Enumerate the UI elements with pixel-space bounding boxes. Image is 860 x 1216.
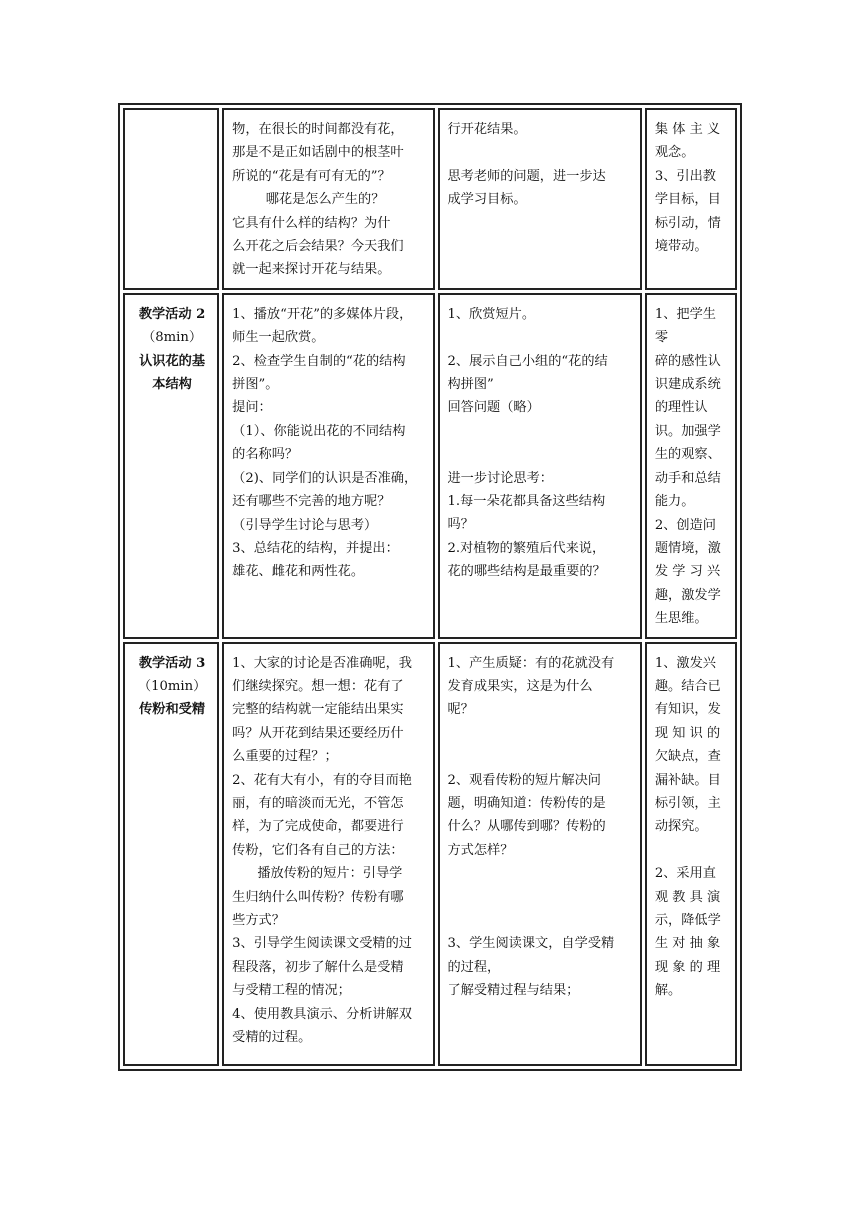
table-row <box>123 108 737 290</box>
text-line: 2、花有大有小，有的夺目而艳 <box>232 772 412 788</box>
text-line: 1、把学生零 <box>654 306 716 346</box>
text-line: 生 对 抽 象 <box>654 936 721 952</box>
activity-topic: 认识花的基本结构 <box>139 353 206 393</box>
text-line: 识建成系统 <box>654 377 721 393</box>
text-line: 动探究。 <box>654 819 708 835</box>
text-line: 标引领，主 <box>654 795 721 811</box>
text-line: 趣。结合已 <box>654 678 721 694</box>
text-line: 发 学 习 兴 <box>654 564 721 580</box>
activity-label-cell <box>123 108 219 290</box>
text-line: 那是不是正如话剧中的根茎叶 <box>232 145 404 161</box>
text-line: 行开花结果。 <box>447 122 527 137</box>
student-activity-cell <box>438 108 642 290</box>
text-line: 识。加强学 <box>654 423 721 439</box>
text-line: 题，明确知道：传粉传的是 <box>447 795 606 811</box>
text-line <box>448 909 634 932</box>
text-line: 欠缺点，查 <box>654 749 721 765</box>
text-line: 传粉，它们各有自己的方法： <box>232 842 404 858</box>
text-line <box>448 745 634 768</box>
table-row <box>123 293 737 639</box>
text-line: 构拼图” <box>447 377 494 393</box>
text-line: 趣，激发学 <box>654 587 721 603</box>
design-intent-cell <box>645 108 737 290</box>
text-line: 境带动。 <box>654 239 708 255</box>
text-line: 的名称吗？ <box>232 447 299 463</box>
text-line: （引导学生讨论与思考） <box>232 517 378 533</box>
text-line: 3、学生阅读课文，自学受精 <box>447 936 615 952</box>
design-intent-cell <box>645 642 737 1066</box>
text-line: 物，在很长的时间都没有花， <box>232 122 404 137</box>
text-line: 3、总结花的结构，并提出： <box>232 540 399 556</box>
text-line: 丽，有的暗淡而无光，不管怎 <box>232 795 404 811</box>
activity-title: 教学活动 3 <box>138 655 206 671</box>
text-line: 什么？从哪传到哪？传粉的 <box>447 819 606 835</box>
text-line: 程段落，初步了解什么是受精 <box>232 959 404 975</box>
text-line: 么开花之后会结果？今天我们 <box>232 239 404 255</box>
lesson-plan-body <box>123 108 737 1066</box>
text-line: 示，降低学 <box>654 912 721 928</box>
text-line: 所说的“花是有可有无的”？ <box>232 168 391 184</box>
text-line: 受精的过程。 <box>232 1030 312 1046</box>
teacher-activity-cell <box>222 108 434 290</box>
activity-duration: （10min） <box>137 678 207 694</box>
teacher-activity-cell <box>222 293 434 639</box>
text-line: 拼图”。 <box>232 377 279 393</box>
text-line: 碎的感性认 <box>654 353 721 369</box>
text-line: 提问： <box>232 400 272 416</box>
text-line: 思考老师的问题，进一步达 <box>447 168 606 184</box>
text-line: 的过程， <box>447 959 501 975</box>
text-line: 2、展示自己小组的“花的结 <box>447 353 608 369</box>
text-line: 哪花是怎么产生的？ <box>232 192 385 208</box>
text-line: 观 教 具 演 <box>654 889 721 905</box>
text-line: 雄花、雌花和两性花。 <box>232 564 365 580</box>
teacher-activity-cell <box>222 642 434 1066</box>
text-line: 能力。 <box>654 494 695 510</box>
text-line <box>448 443 634 466</box>
text-line: 1、激发兴 <box>654 655 716 671</box>
text-line: 们继续探究。想一想：花有了 <box>232 678 404 694</box>
text-line: 1、播放“开花”的多媒体片段， <box>232 306 413 322</box>
text-line <box>448 862 634 885</box>
text-line: 成学习目标。 <box>447 192 527 208</box>
text-line: 吗？从开花到结果还要经历什 <box>232 725 404 741</box>
activity-topic: 传粉和受精 <box>139 702 206 718</box>
text-line: 花的哪些结构是最重要的？ <box>447 564 606 580</box>
text-line: 样，为了完成使命，都要进行 <box>232 819 404 835</box>
lesson-plan-table <box>118 103 742 1071</box>
text-line: 1.每一朵花都具备这些结构 <box>447 494 606 510</box>
activity-label-cell <box>123 293 219 639</box>
text-line: 解。 <box>654 983 682 999</box>
text-line: 生归纳什么叫传粉？传粉有哪 <box>232 889 404 905</box>
text-line: 它具有什么样的结构？为什 <box>232 215 391 231</box>
text-line <box>448 420 634 443</box>
text-line: 观念。 <box>654 145 695 161</box>
text-line: 进一步讨论思考： <box>447 470 553 486</box>
text-line: 有知识，发 <box>654 702 721 718</box>
text-line: 就一起来探讨开花与结果。 <box>232 262 391 278</box>
text-line: 些方式？ <box>232 913 285 928</box>
student-activity-cell <box>438 642 642 1066</box>
activity-duration: （8min） <box>142 330 203 346</box>
text-line: 与受精工程的情况； <box>232 983 351 999</box>
text-line: 完整的结构就一定能结出果实 <box>232 702 404 718</box>
text-line: 生思维。 <box>654 611 708 627</box>
text-line: 4、使用教具演示、分析讲解双 <box>232 1006 412 1022</box>
text-line: 2.对植物的繁殖后代来说， <box>447 540 606 556</box>
text-line: 吗？ <box>447 517 474 533</box>
text-line: 么重要的过程？； <box>232 749 338 765</box>
text-line: 2、创造问 <box>654 517 716 533</box>
text-line: 方式怎样？ <box>447 842 514 858</box>
text-line: 现 象 的 理 <box>654 959 721 975</box>
text-line: 还有哪些不完善的地方呢？ <box>232 494 391 510</box>
text-line: 3、引导学生阅读课文受精的过 <box>232 936 412 952</box>
text-line: 2、观看传粉的短片解决问 <box>447 772 601 788</box>
text-line: 学目标，目 <box>654 192 721 208</box>
text-line: 师生一起欣赏。 <box>232 330 325 346</box>
text-line: 播放传粉的短片：引导学 <box>232 866 403 882</box>
text-line <box>655 839 729 862</box>
text-line: 现 知 识 的 <box>654 725 721 741</box>
table-row <box>123 642 737 1066</box>
text-line: 题情境，激 <box>654 540 721 556</box>
text-line: 3、引出教 <box>654 168 716 184</box>
text-line <box>448 722 634 745</box>
activity-title: 教学活动 2 <box>138 306 206 322</box>
text-line: 的理性认 <box>654 400 708 416</box>
text-line: （2)、同学们的认识是否准确， <box>232 470 418 486</box>
text-line: （1）、你能说出花的不同结构 <box>232 423 406 439</box>
text-line: 1、产生质疑：有的花就没有 <box>447 655 615 671</box>
activity-label-cell <box>123 642 219 1066</box>
text-line: 发育成果实，这是为什么 <box>447 678 593 694</box>
text-line: 动手和总结 <box>654 470 721 486</box>
text-line: 1、欣赏短片。 <box>447 306 536 322</box>
text-line <box>448 326 634 349</box>
text-line: 1、大家的讨论是否准确呢，我 <box>232 655 412 671</box>
text-line: 2、采用直 <box>654 866 716 882</box>
design-intent-cell <box>645 293 737 639</box>
text-line: 生的观察、 <box>654 447 721 463</box>
student-activity-cell <box>438 293 642 639</box>
text-line: 了解受精过程与结果； <box>447 983 580 999</box>
text-line <box>448 886 634 909</box>
text-line <box>448 141 634 164</box>
text-line: 2、检查学生自制的“花的结构 <box>232 353 406 369</box>
text-line: 呢？ <box>447 702 474 718</box>
text-line: 回答问题（略） <box>447 400 540 416</box>
text-line: 标引动，情 <box>654 215 721 231</box>
text-line: 漏补缺。目 <box>654 772 721 788</box>
text-line: 集 体 主 义 <box>654 122 721 137</box>
